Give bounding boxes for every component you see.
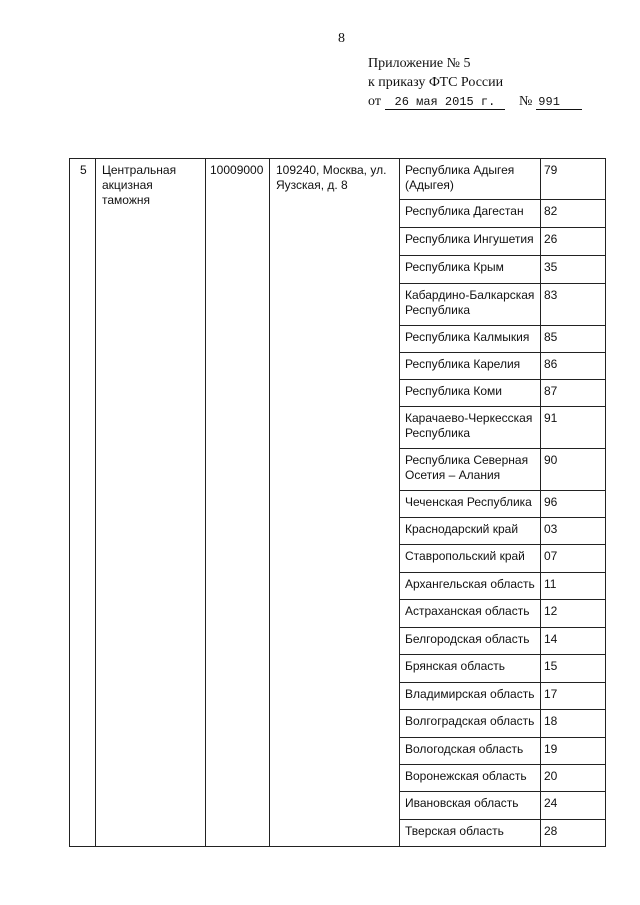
region-name: Тверская область xyxy=(405,824,504,838)
region-name: Карачаево-Черкесская Республика xyxy=(405,411,533,440)
region-name: Белгородская область xyxy=(405,632,530,646)
region-code: 82 xyxy=(544,204,558,218)
region-code-cell xyxy=(541,491,606,518)
page-number: 8 xyxy=(338,31,345,46)
region-name: Воронежская область xyxy=(405,769,527,783)
region-code-cell xyxy=(541,407,606,449)
row-number: 5 xyxy=(80,163,87,177)
region-name: Брянская область xyxy=(405,659,505,673)
annex-number-field: 991 xyxy=(536,95,582,110)
region-code: 19 xyxy=(544,742,558,756)
region-code-cell xyxy=(541,380,606,407)
region-name-cell xyxy=(400,655,541,683)
region-code: 83 xyxy=(544,288,558,302)
regions-cell xyxy=(400,159,541,200)
region-code: 03 xyxy=(544,522,558,536)
customs-regions-table xyxy=(69,158,606,847)
region-code-cell xyxy=(541,792,606,820)
region-code: 86 xyxy=(544,357,558,371)
region-name: Республика Коми xyxy=(405,384,502,398)
region-name: Кабардино-Балкарская Республика xyxy=(405,288,535,317)
region-name: Вологодская область xyxy=(405,742,524,756)
region-name-cell xyxy=(400,600,541,628)
region-code-cell xyxy=(541,820,606,847)
row-number-cell xyxy=(70,159,96,847)
region-name-cell xyxy=(400,683,541,710)
region-code: 24 xyxy=(544,796,558,810)
region-code-cell xyxy=(541,200,606,228)
region-name: Краснодарский край xyxy=(405,522,519,536)
customs-address: 109240, Москва, ул. Яузская, д. 8 xyxy=(276,163,387,192)
region-code-cell xyxy=(541,545,606,573)
region-name: Волгоградская область xyxy=(405,714,535,728)
region-code-cell xyxy=(541,256,606,284)
region-name-cell xyxy=(400,765,541,792)
region-name-cell xyxy=(400,738,541,765)
region-name: Чеченская Республика xyxy=(405,495,532,509)
region-name-cell xyxy=(400,628,541,655)
region-code-cell xyxy=(541,628,606,655)
annex-date-line xyxy=(368,92,582,111)
region-name-cell xyxy=(400,380,541,407)
customs-code-cell xyxy=(206,159,270,847)
region-code: 17 xyxy=(544,687,558,701)
region-name-cell xyxy=(400,573,541,600)
region-name-cell xyxy=(400,200,541,228)
region-name-cell xyxy=(400,792,541,820)
region-name: Владимирская область xyxy=(405,687,535,701)
region-name: Республика Ингушетия xyxy=(405,232,534,246)
region-name-cell xyxy=(400,228,541,256)
region-code: 96 xyxy=(544,495,558,509)
region-code-cell xyxy=(541,710,606,738)
table-row xyxy=(70,159,606,200)
region-code: 28 xyxy=(544,824,558,838)
region-name-cell xyxy=(400,326,541,353)
customs-code: 10009000 xyxy=(210,163,264,177)
annex-date-field: 26 мая 2015 г. xyxy=(385,95,505,110)
region-code: 12 xyxy=(544,604,558,618)
region-code-cell xyxy=(541,738,606,765)
region-code: 85 xyxy=(544,330,558,344)
region-code-cell xyxy=(541,573,606,600)
region-code-cell xyxy=(541,326,606,353)
annex-number-label: № xyxy=(518,94,533,109)
region-name-cell xyxy=(400,545,541,573)
region-name-cell xyxy=(400,284,541,326)
region-code-cell xyxy=(541,228,606,256)
region-code: 90 xyxy=(544,453,558,467)
annex-date-prefix: от xyxy=(368,94,381,109)
region-name-cell xyxy=(400,449,541,491)
region-name-cell xyxy=(400,820,541,847)
region-code: 20 xyxy=(544,769,558,783)
region-name: Республика Северная Осетия – Алания xyxy=(405,453,529,482)
region-name: Республика Дагестан xyxy=(405,204,524,218)
region-code-cell xyxy=(541,655,606,683)
region-code-cell xyxy=(541,284,606,326)
region-code: 91 xyxy=(544,411,558,425)
region-name-cell xyxy=(400,256,541,284)
address-cell xyxy=(270,159,400,847)
region-code: 87 xyxy=(544,384,558,398)
region-code: 35 xyxy=(544,260,558,274)
region-name: Республика Калмыкия xyxy=(405,330,530,344)
region-code: 79 xyxy=(544,163,558,177)
customs-name-cell xyxy=(96,159,206,847)
region-name: Республика Адыгея (Адыгея) xyxy=(405,163,515,192)
region-name: Астраханская область xyxy=(405,604,530,618)
annex-order-reference: к приказу ФТС России xyxy=(368,75,504,90)
region-code: 11 xyxy=(544,577,557,591)
region-code: 14 xyxy=(544,632,558,646)
region-codes-cell xyxy=(541,159,606,200)
customs-name: Центральная акцизная таможня xyxy=(102,163,177,207)
region-code: 18 xyxy=(544,714,558,728)
region-name-cell xyxy=(400,518,541,545)
region-code-cell xyxy=(541,518,606,545)
region-name: Республика Крым xyxy=(405,260,504,274)
region-name: Ставропольский край xyxy=(405,549,525,563)
region-code-cell xyxy=(541,683,606,710)
region-code-cell xyxy=(541,600,606,628)
region-name-cell xyxy=(400,353,541,380)
region-name-cell xyxy=(400,407,541,449)
region-code: 15 xyxy=(544,659,558,673)
region-code: 07 xyxy=(544,549,558,563)
annex-title: Приложение № 5 xyxy=(368,56,471,71)
region-code-cell xyxy=(541,353,606,380)
region-name-cell xyxy=(400,710,541,738)
region-code-cell xyxy=(541,449,606,491)
annex-header xyxy=(368,54,582,111)
region-name: Республика Карелия xyxy=(405,357,521,371)
region-name: Архангельская область xyxy=(405,577,535,591)
region-code-cell xyxy=(541,765,606,792)
region-code: 26 xyxy=(544,232,558,246)
region-name-cell xyxy=(400,491,541,518)
region-name: Ивановская область xyxy=(405,796,519,810)
